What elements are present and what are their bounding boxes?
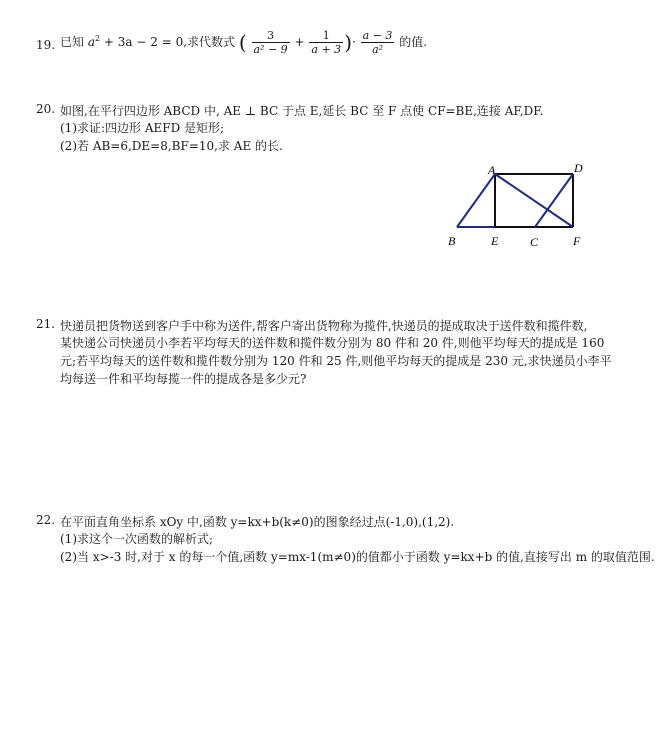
q19-fraction-3: $\frac{a - 3}{\text{a²}}$ xyxy=(362,29,393,56)
q22-number: 22. xyxy=(36,513,56,527)
q21-line-4: 均每送一件和平均每揽一件的提成各是多少元? xyxy=(60,372,307,386)
label-C: C xyxy=(530,235,539,249)
q19-var-a: a xyxy=(87,35,95,49)
label-F: F xyxy=(573,234,581,248)
label-B: B xyxy=(448,234,456,248)
parallelogram-figure xyxy=(440,160,600,255)
segment-AF xyxy=(495,174,573,227)
label-D: D xyxy=(574,161,583,175)
q20-line-3: (2)若 AB=6,DE=8,BF=10,求 AE 的长. xyxy=(60,139,283,153)
segment-DC xyxy=(535,174,573,227)
q19-suffix: 的值. xyxy=(399,35,428,49)
q21-line-1: 快递员把货物送到客户手中称为送件,帮客户寄出货物称为揽件,快递员的提成取决于送件数和揽件数, xyxy=(60,319,588,333)
label-E: E xyxy=(491,234,499,248)
q22-line-2: (1)求这个一次函数的解析式; xyxy=(60,532,214,546)
q19-mid: ,求代数式 xyxy=(183,35,236,49)
q19-plus: + xyxy=(294,35,305,49)
q20-number: 20. xyxy=(36,102,56,116)
q19-prefix: 已知 xyxy=(60,35,85,49)
q20-line-1: 如图,在平行四边形 ABCD 中, AE ⊥ BC 于点 E,延长 BC 至 F 点使 CF=BE,连接 AF,DF. xyxy=(60,104,544,118)
q19-fraction-2: $\frac{1}{a + 3}$ xyxy=(311,29,342,56)
q22-line-1: 在平面直角坐标系 xOy 中,函数 y=kx+b(k≠0)的图象经过点(-1,0),(1,2). xyxy=(60,515,455,529)
q19-eq-rest: + 3a − 2 = 0 xyxy=(100,35,184,49)
q22-line-3: (2)当 x>-3 时,对于 x 的每一个值,函数 y=mx-1(m≠0)的值都小于函数 y=kx+b 的值,直接写出 m 的取值范围. xyxy=(60,550,655,564)
q21-line-2: 某快递公司快递员小李若平均每天的送件数和揽件数分别为 80 件和 20 件,则他平均每天的提成是 160 xyxy=(60,336,605,350)
segment-AB xyxy=(457,174,495,227)
q19-fraction-1: $\frac{3}{\text{a² − 9}}$ xyxy=(253,29,288,56)
q20-line-2: (1)求证:四边形 AEFD 是矩形; xyxy=(60,121,225,135)
q19-dot: · xyxy=(352,35,356,49)
q19-number: 19. xyxy=(36,38,56,52)
q21-line-3: 元;若平均每天的送件数和揽件数分别为 120 件和 25 件,则他平均每天的提成是 230 元,求快递员小李平 xyxy=(60,354,612,368)
q21-number: 21. xyxy=(36,317,56,331)
label-A: A xyxy=(488,163,496,177)
q19-text: 已知 $a^2 + 3a - 2 = 0$,求代数式 ( $\frac{3}{\text{a² − 9}}$ + $\frac{1}{a + 3}$ )· $\frac{a - 3}{\text{a²}}$ 的值. xyxy=(60,29,428,56)
